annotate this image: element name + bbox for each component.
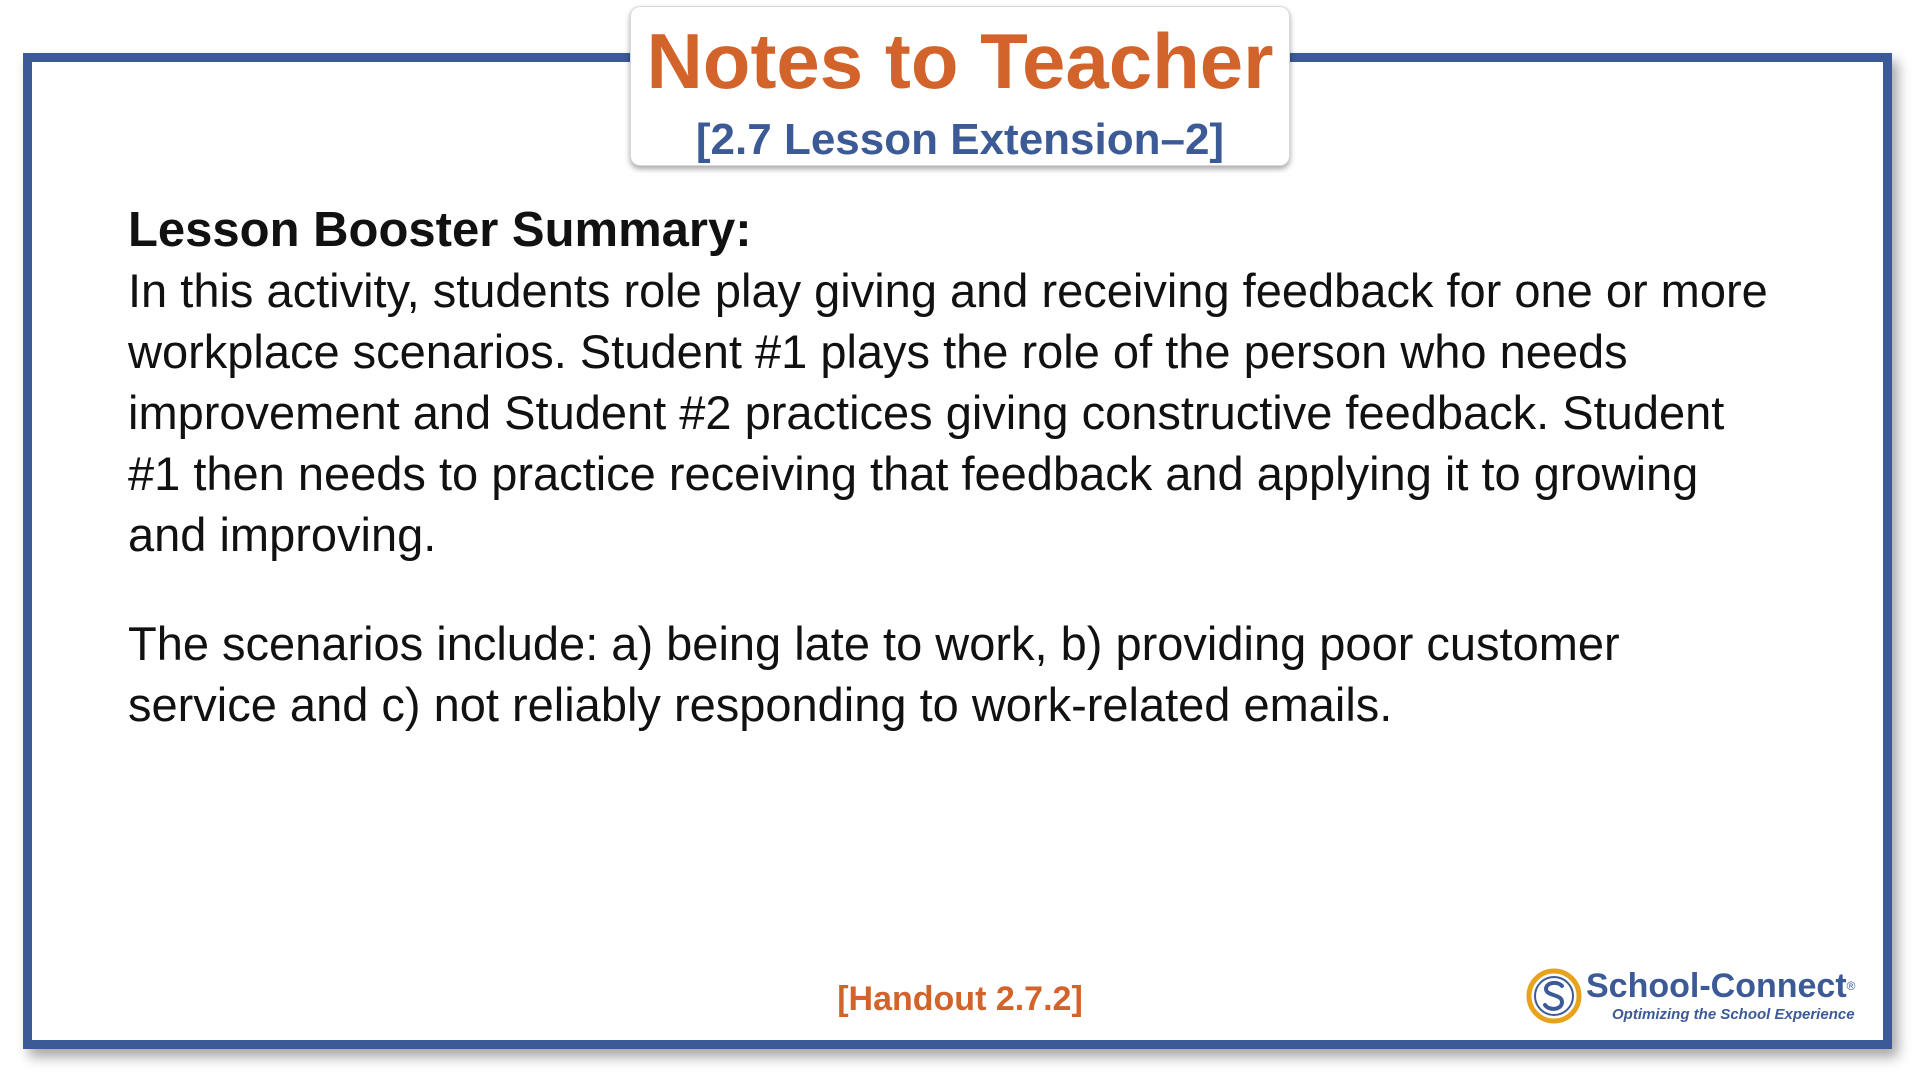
summary-heading: Lesson Booster Summary: xyxy=(128,203,752,257)
page-subtitle: [2.7 Lesson Extension–2] xyxy=(695,115,1225,164)
summary-content xyxy=(128,200,1778,735)
logo-name-text: School-Connect xyxy=(1586,967,1847,1005)
page-title: Notes to Teacher xyxy=(646,17,1274,105)
title-box xyxy=(630,6,1290,166)
logo-name xyxy=(1586,966,1856,1006)
school-connect-logo-icon xyxy=(1526,968,1582,1024)
logo-registered-mark: ® xyxy=(1846,979,1856,993)
handout-reference: [Handout 2.7.2] xyxy=(837,980,1083,1018)
logo-tagline: Optimizing the School Experience xyxy=(1612,1006,1855,1023)
summary-paragraph-activity: In this activity, students role play giving and receiving feedback for one or more workplace scenarios. Student #1 plays the role of the person who needs improvement and Student #2 practices giving constructive feedback. Student #1 then needs to practice receiving that feedback and applying it to growing and improving. xyxy=(128,264,1768,561)
summary-paragraph-scenarios: The scenarios include: a) being late to work, b) providing poor customer service and c) not reliably responding to work-related emails. xyxy=(128,617,1620,731)
school-connect-logo xyxy=(1526,968,1886,1030)
